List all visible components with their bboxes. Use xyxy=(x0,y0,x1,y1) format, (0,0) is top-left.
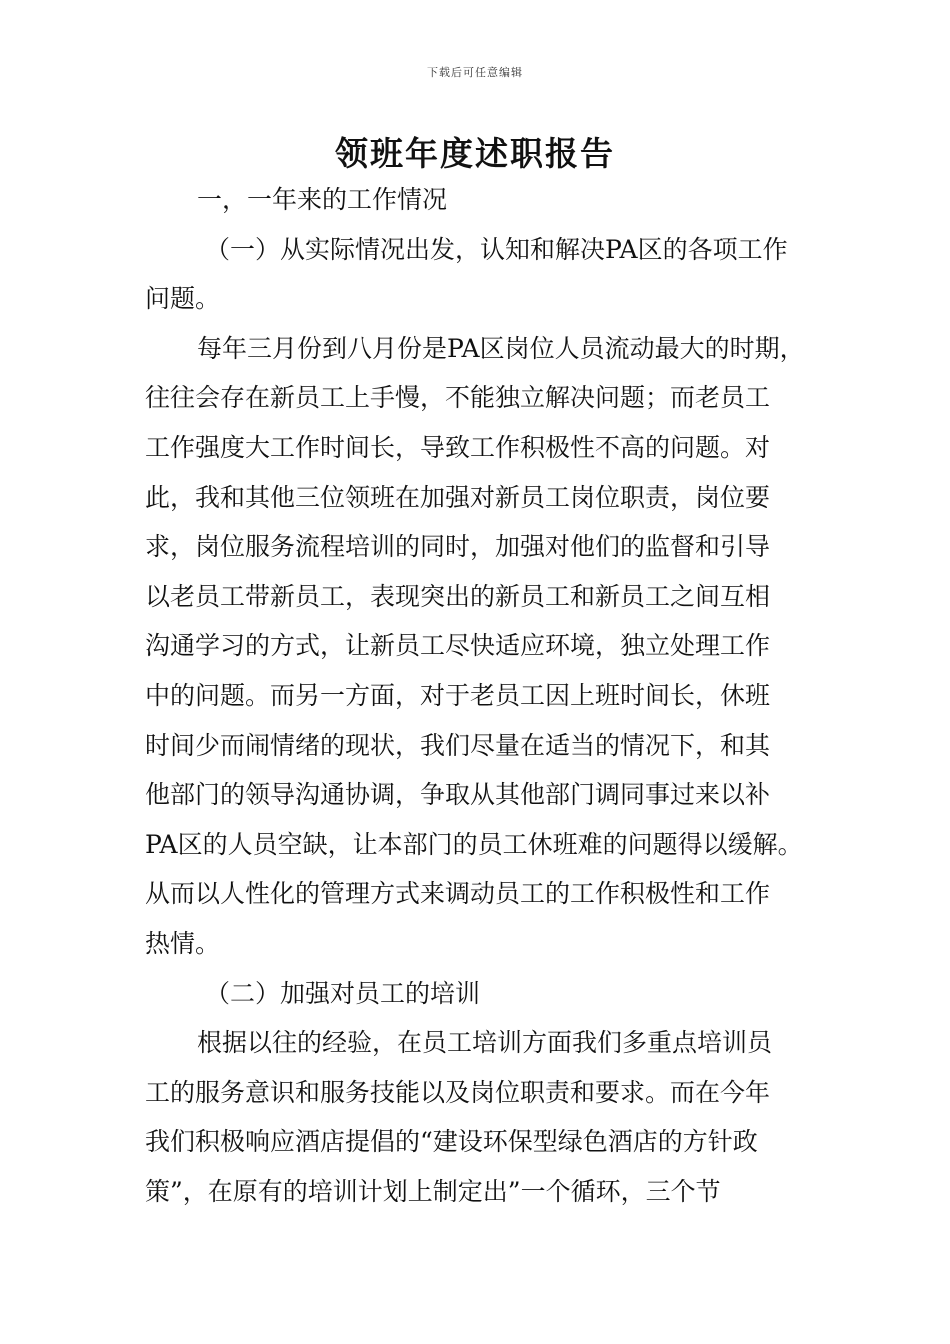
text-line: PA区的人员空缺，让本部门的员工休班难的问题得以缓解。 xyxy=(145,829,803,859)
document-body xyxy=(145,175,810,1216)
paragraph-start: 每年三月份到八月份是PA区岗位人员流动最大的时期， xyxy=(197,333,805,363)
text-line: 工的服务意识和服务技能以及岗位职责和要求。而在今年 xyxy=(145,1077,771,1107)
subsection-heading: （二）加强对员工的培训 xyxy=(205,978,481,1008)
text-line: 求，岗位服务流程培训的同时，加强对他们的监督和引导 xyxy=(145,532,771,562)
text-line: 从而以人性化的管理方式来调动员工的工作积极性和工作 xyxy=(145,879,771,909)
text-line: 策”，在原有的培训计划上制定出”一个循环，三个节 xyxy=(145,1176,721,1206)
text-line: 他部门的领导沟通协调，争取从其他部门调同事过来以补 xyxy=(145,780,771,810)
document-title: 领班年度述职报告 xyxy=(335,134,615,173)
text-line: 我们积极响应酒店提倡的“建设环保型绿色酒店的方针政 xyxy=(145,1127,758,1157)
text-line: 工作强度大工作时间长，导致工作积极性不高的问题。对 xyxy=(145,432,771,462)
text-line: 以老员工带新员工，表现突出的新员工和新员工之间互相 xyxy=(145,581,771,611)
text-line: 中的问题。而另一方面，对于老员工因上班时间长，休班 xyxy=(145,680,771,710)
text-line: 时间少而闹情绪的现状，我们尽量在适当的情况下，和其 xyxy=(145,730,771,760)
header-note: 下载后可任意编辑 xyxy=(427,66,523,79)
text-line: 往往会存在新员工上手慢，不能独立解决问题；而老员工 xyxy=(145,383,771,413)
section-heading: 一，一年来的工作情况 xyxy=(197,185,448,214)
text-line: 此，我和其他三位领班在加强对新员工岗位职责，岗位要 xyxy=(145,482,771,512)
text-line: 沟通学习的方式，让新员工尽快适应环境，独立处理工作 xyxy=(145,631,771,661)
text-line: 热情。 xyxy=(145,928,221,958)
subsection-heading: （一）从实际情况出发，认知和解决PA区的各项工作 xyxy=(205,234,788,264)
paragraph-start: 根据以往的经验，在员工培训方面我们多重点培训员 xyxy=(197,1028,773,1058)
text-line: 问题。 xyxy=(145,284,221,314)
